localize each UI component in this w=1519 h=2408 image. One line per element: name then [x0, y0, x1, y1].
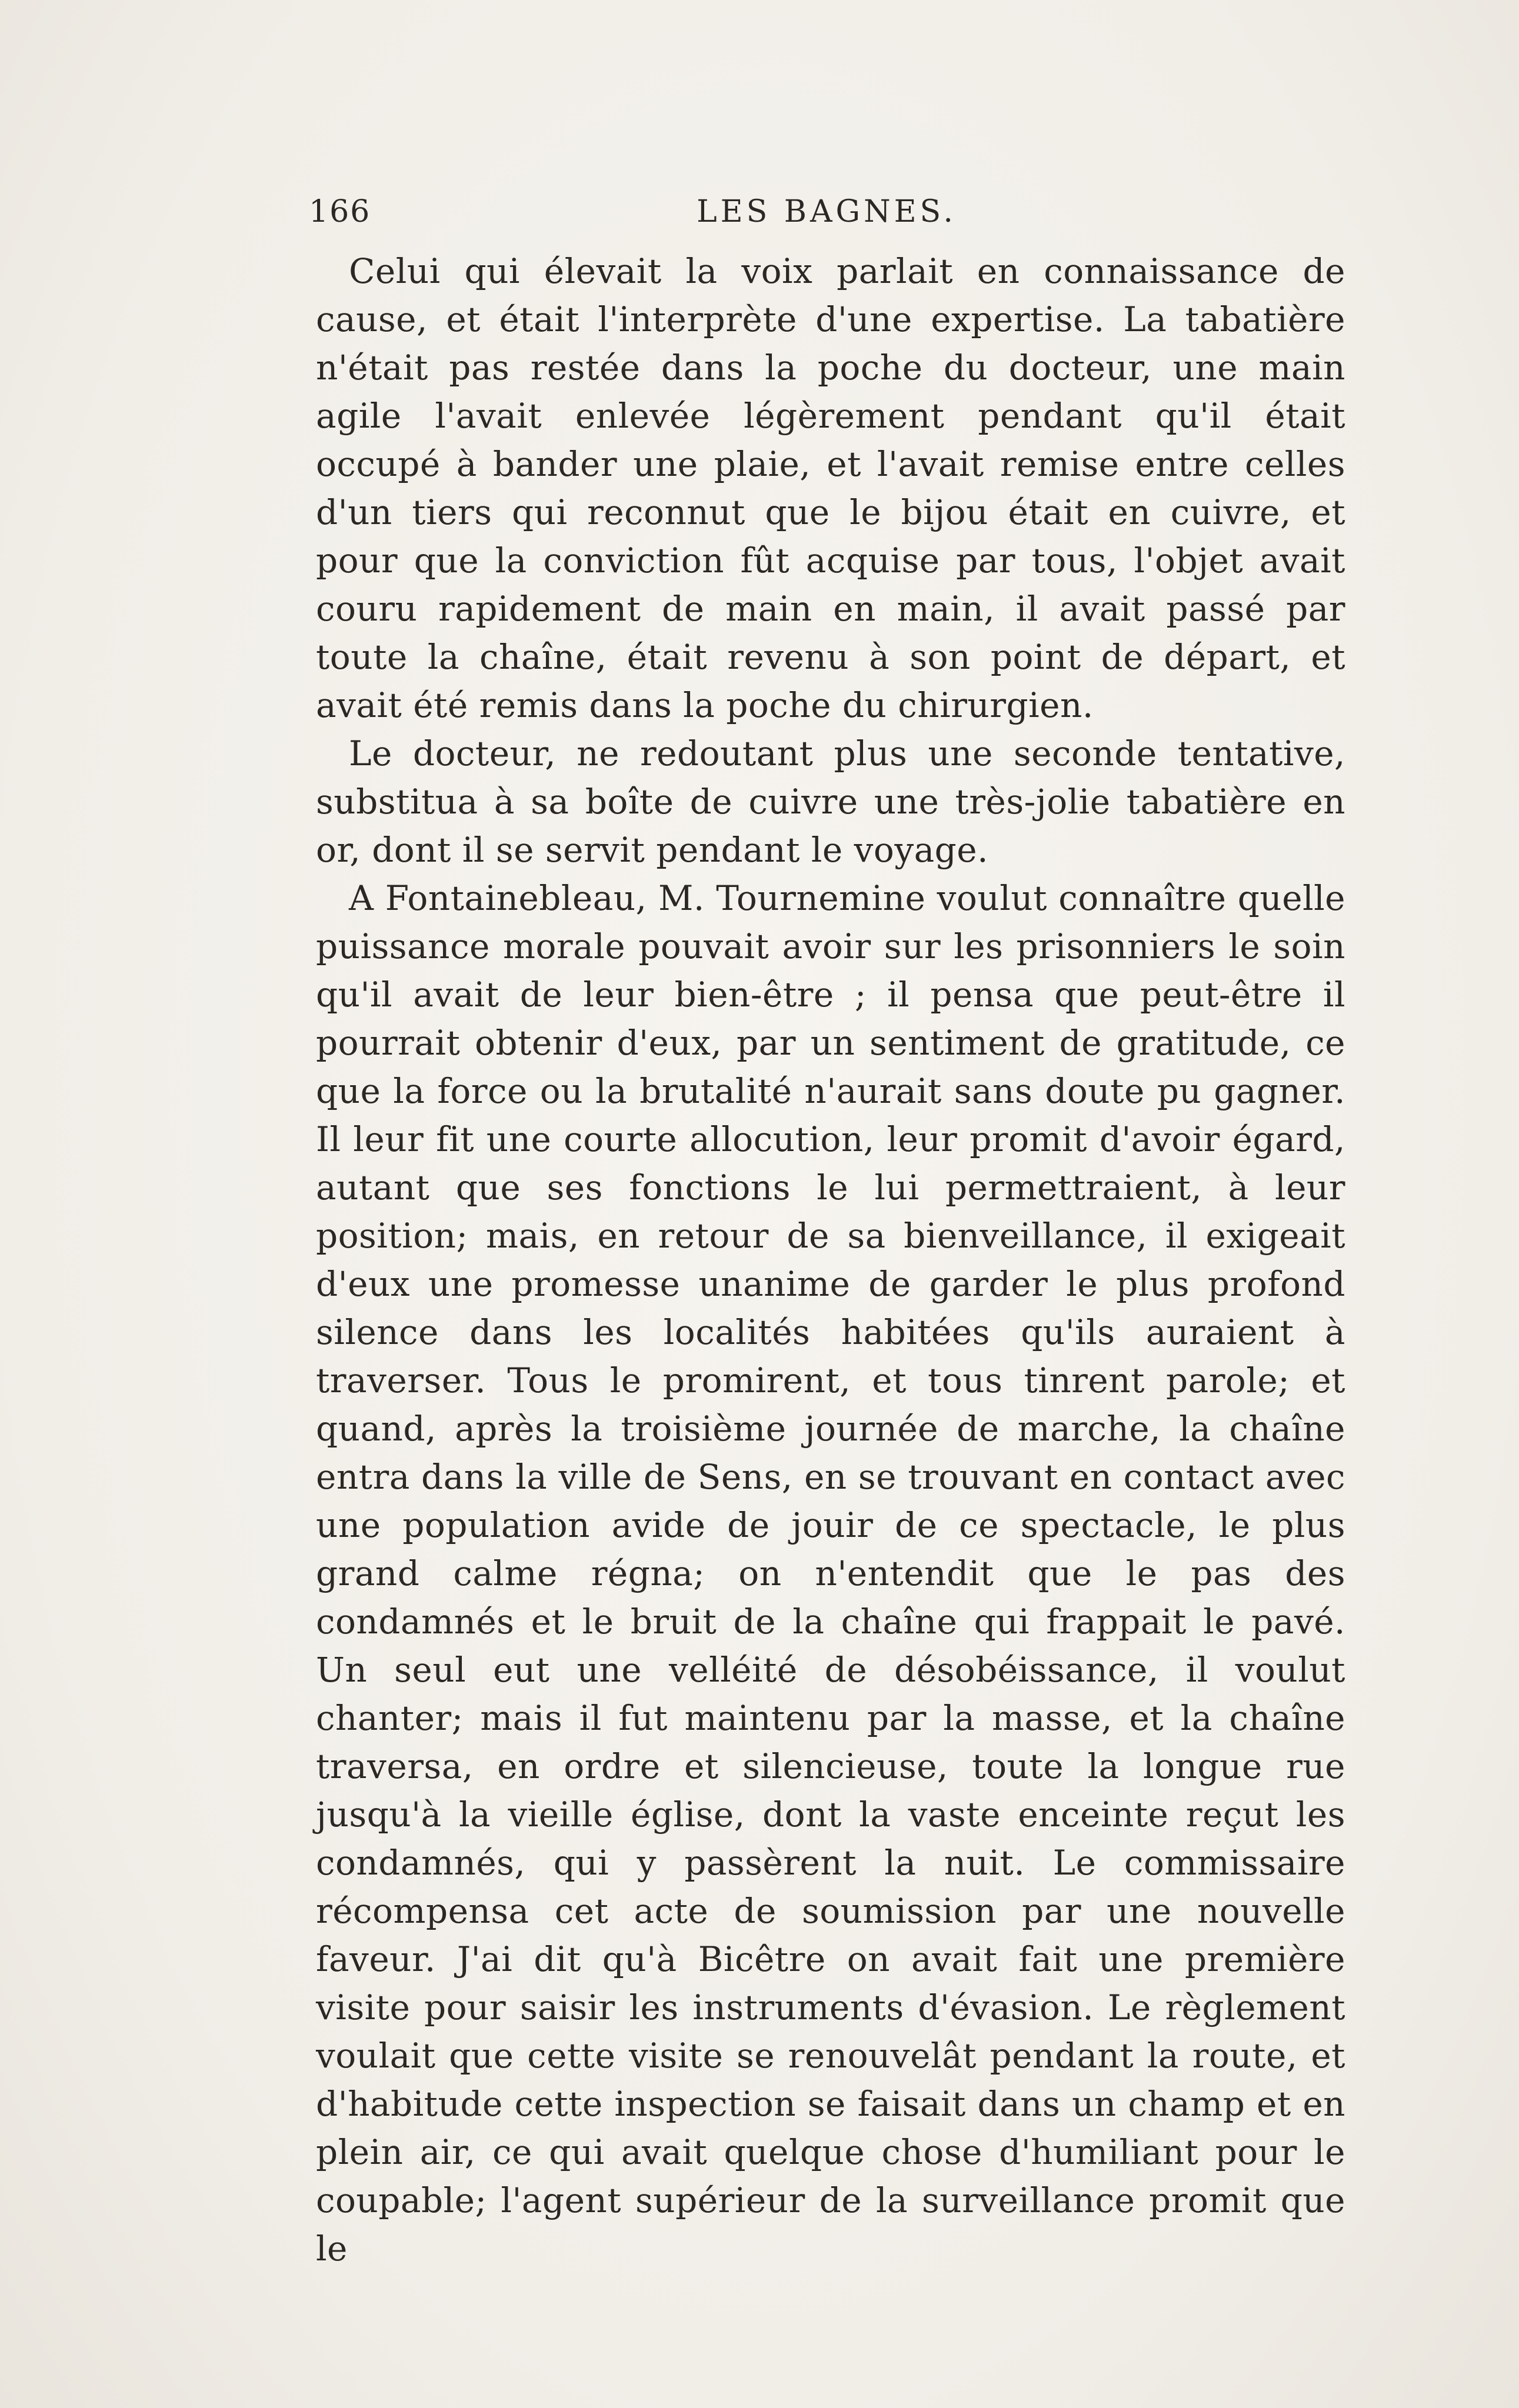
body-text — [316, 247, 1345, 2273]
running-title: LES BAGNES. — [697, 194, 957, 229]
page-number: 166 — [309, 194, 371, 229]
page-header — [309, 194, 1344, 241]
paragraph: Le docteur, ne redoutant plus une seconde tentative, substitua à sa boîte de cuivre une très-jolie tabatière en or, dont il se servit pendant le voyage. — [316, 733, 1345, 870]
paragraph: Celui qui élevait la voix parlait en connaissance de cause, et était l'interprète d'une expertise. La tabatière n'était pas restée dans la poche du docteur, une main agile l'avait enlevée légèrement pendant qu'il était occupé à bander une plaie, et l'avait remise entre celles d'un tiers qui reconnut que le bijou était en cuivre, et pour que la conviction fût acquise par tous, l'objet avait couru rapidement de main en main, il avait passé par toute la chaîne, était revenu à son point de départ, et avait été remis dans la poche du chirurgien. — [316, 251, 1345, 725]
paragraph: A Fontainebleau, M. Tournemine voulut connaître quelle puissance morale pouvait avoir sur les prisonniers le soin qu'il avait de leur bien-être ; il pensa que peut-être il pourrait obtenir d'eux, par un sentiment de gratitude, ce que la force ou la brutalité n'aurait sans doute pu gagner. Il leur fit une courte allocution, leur promit d'avoir égard, autant que ses fonctions le lui permettraient, à leur position; mais, en retour de sa bienveillance, il exigeait d'eux une promesse unanime de garder le plus profond silence dans les localités habitées qu'ils auraient à traverser. Tous le promirent, et tous tinrent parole; et quand, après la troisième journée de marche, la chaîne entra dans la ville de Sens, en se trouvant en contact avec une population avide de jouir de ce spectacle, le plus grand calme régna; on n'entendit que le pas des condamnés et le bruit de la chaîne qui frappait le pavé. Un seul eut une velléité de désobéissance, il voulut chanter; mais il fut maintenu par la masse, et la chaîne traversa, en ordre et silencieuse, toute la longue rue jusqu'à la vieille église, dont la vaste enceinte reçut les condamnés, qui y passèrent la nuit. Le commissaire récompensa cet acte de soumission par une nouvelle faveur. J'ai dit qu'à Bicêtre on avait fait une première visite pour saisir les instruments d'évasion. Le règlement voulait que cette visite se renouvelât pendant la route, et d'habitude cette inspection se faisait dans un champ et en plein air, ce qui avait quelque chose d'humiliant pour le coupable; l'agent supérieur de la surveillance promit que le — [316, 878, 1345, 2269]
